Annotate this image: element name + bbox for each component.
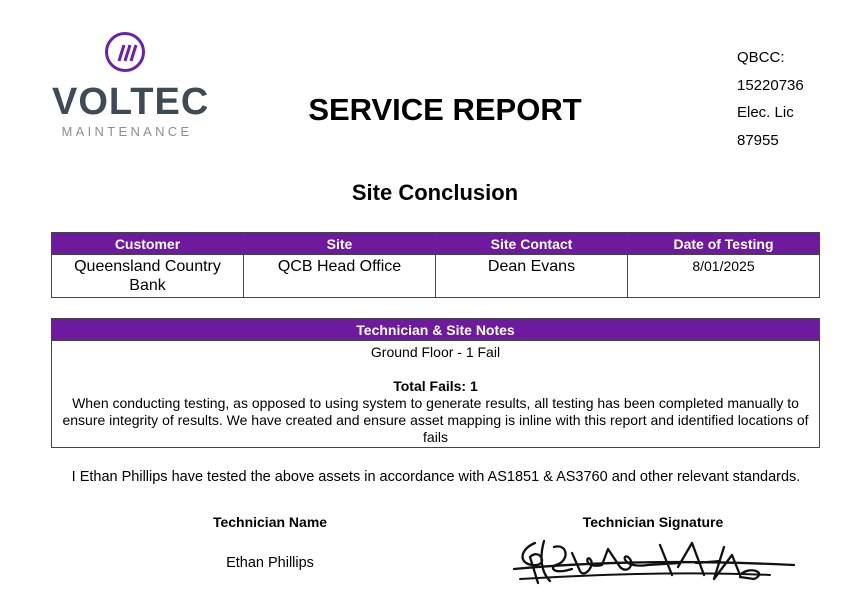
technician-note: When conducting testing, as opposed to using system to generate results, all testing has been completed manually to ensure integrity of results. We have created and ensure asset mapping is inline with this report and identified locations of fails	[62, 395, 809, 445]
notes-table	[51, 318, 820, 448]
technician-name-label: Technician Name	[212, 514, 328, 530]
total-fails: Total Fails: 1	[393, 378, 478, 394]
licence-line: Elec. Lic	[737, 104, 794, 121]
signature-image	[510, 535, 800, 595]
notes-header: Technician & Site Notes	[52, 319, 820, 341]
report-title: SERVICE REPORT	[308, 92, 582, 127]
table-row	[52, 255, 820, 298]
table-header-row	[52, 233, 820, 255]
logo-wordmark: VOLTEC	[52, 81, 210, 123]
company-logo	[52, 32, 210, 142]
site-contact-cell: Dean Evans	[436, 255, 628, 298]
site-details-table	[51, 232, 820, 298]
floor-summary: Ground Floor - 1 Fail	[370, 344, 501, 360]
date-cell: 8/01/2025	[628, 255, 820, 298]
compliance-statement: I Ethan Phillips have tested the above assets in accordance with AS1851 & AS3760 and other relevant standards.	[71, 469, 801, 485]
licence-line: QBCC:	[737, 49, 785, 66]
site-cell: QCB Head Office	[244, 255, 436, 298]
logo-subtitle: MAINTENANCE	[61, 124, 193, 139]
technician-signature-label: Technician Signature	[582, 514, 724, 530]
table-header-row	[52, 319, 820, 341]
section-title: Site Conclusion	[351, 180, 519, 205]
logo-mark-icon	[105, 32, 145, 72]
licence-line: 87955	[737, 131, 779, 149]
technician-name: Ethan Phillips	[226, 555, 314, 571]
licence-block	[737, 44, 804, 154]
table-row	[52, 341, 820, 448]
licence-line: 15220736	[737, 76, 804, 94]
column-header-date: Date of Testing	[628, 233, 820, 255]
column-header-site: Site	[244, 233, 436, 255]
column-header-site-contact: Site Contact	[436, 233, 628, 255]
customer-cell: Queensland Country Bank	[52, 255, 244, 298]
notes-cell	[52, 341, 820, 448]
column-header-customer: Customer	[52, 233, 244, 255]
